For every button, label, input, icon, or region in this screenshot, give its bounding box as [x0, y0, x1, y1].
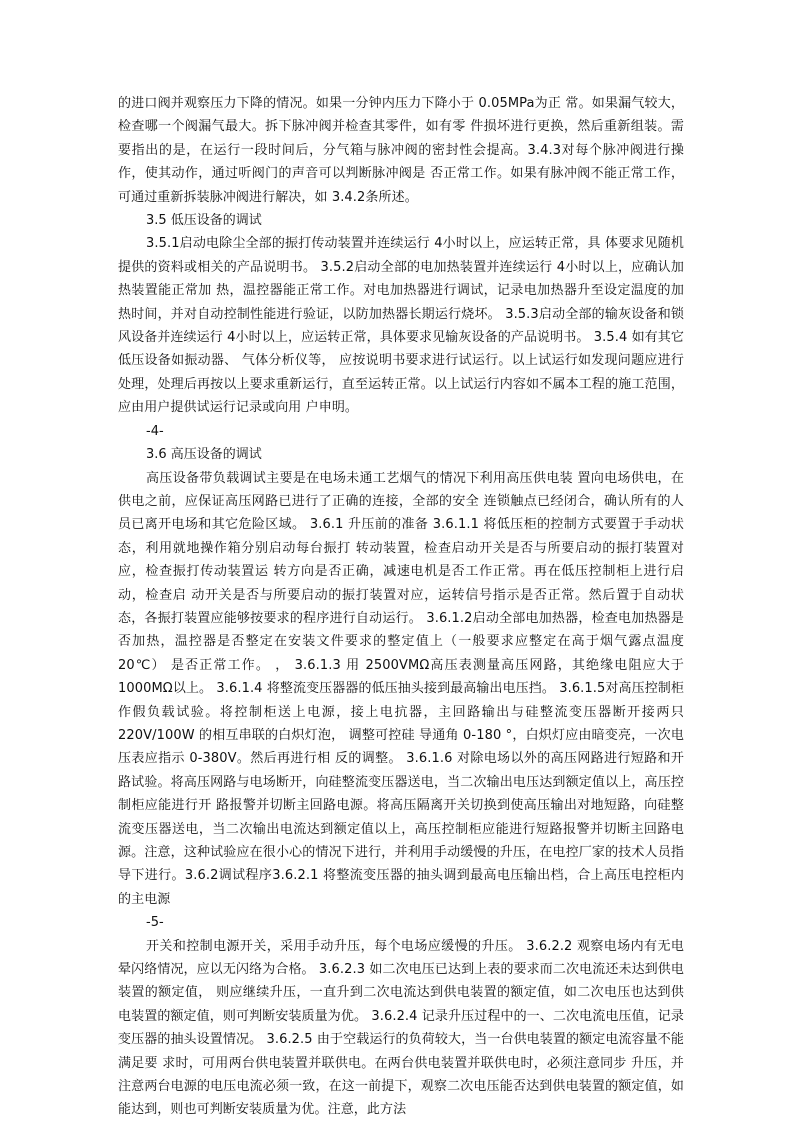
page-number-5: -5-	[146, 915, 164, 931]
paragraph-pulse-valve-check: 的进口阀并观察压力下降的情况。如果一分钟内压力下降小于 0.05MPa为正 常。如果漏气较大，检查哪一个阀漏气最大。拆下脉冲阀并检查其零件，如有零 件损坏进行更换，然后重新组装。需要指出的是，在运行一段时间后，分气箱与脉冲阀的密封性会提高。3.4.3对每个脉冲阀进行操作，使其动作，通过听阀门的声音可以判断脉冲阀是 否正常工作。如果有脉冲阀不能正常工作，可通过重新拆装脉冲阀进行解决，如 3.4.2条所述。	[118, 96, 684, 205]
paragraph-low-voltage-tests: 3.5.1启动电除尘全部的振打传动装置并连续运行 4小时以上，应运转正常，具 体要求见随机提供的资料或相关的产品说明书。 3.5.2启动全部的电加热装置并连续运行 4小时以上，应确认加热装置能正常加 热，温控器能正常工作。对电加热器进行调试，记录电加热器升至设定温度的加 热时间，并对自动控制性能进行验证，以防加热器长期运行烧坏。 3.5.3启动全部的输灰设备和锁风设备并连续运行 4小时以上，应运转正常，具体要求见输灰设备的产品说明书。 3.5.4 如有其它低压设备如振动器、 气体分析仪等， 应按说明书要求进行试运行。以上试运行如发现问题应进行处理，处理后再按以上要求重新运行，直至运转正常。以上试运行内容如不属本工程的施工范围， 应由用户提供试运行记录或向用 户申明。	[118, 236, 684, 416]
paragraph-voltage-ramp-up: 开关和控制电源开关，采用手动升压，每个电场应缓慢的升压。 3.6.2.2 观察电场内有无电晕闪络情况，应以无闪络为合格。 3.6.2.3 如二次电压已达到上表的要求而二次电流还未达到供电装置的额定值， 则应继续升压，一直升到二次电流达到供电装置的额定值，如二次电压也达到供 电装置的额定值，则可判断安装质量为优。 3.6.2.4 记录升压过程中的一、二次电流电压值，记录变压器的抽头设置情况。 3.6.2.5 由于空载运行的负荷较大，当一台供电装置的额定电流容量不能满足要 求时，可用两台供电装置并联供电。在两台供电装置并联供电时，必须注意同步 升压，并注意两台电源的电压电流必须一致，在这一前提下，观察二次电压能否达到供电装置的额定值，如能达到，则也可判断安装质量为优。注意，此方法	[118, 938, 684, 1118]
section-heading-3-5: 3.5 低压设备的调试	[146, 213, 262, 229]
paragraph-high-voltage-tests: 高压设备带负载调试主要是在电场未通工艺烟气的情况下利用高压供电装 置向电场供电，在供电之前，应保证高压网路已进行了正确的连接，全部的安全 连锁触点已经闭合，确认所有的人员已离开电场和其它危险区域。 3.6.1 升压前的准备 3.6.1.1 将低压柜的控制方式要置于手动状态，利用就地操作箱分别启动每台振打 转动装置，检查启动开关是否与所要启动的振打装置对应，检查振打传动装置运 转方向是否正确，减速电机是否工作正常。再在低压控制柜上进行启动，检查启 动开关是否与所要启动的振打装置对应，运转信号指示是否正常。然后置于自动状态，各振打装置应能够按要求的程序进行自动运行。 3.6.1.2启动全部电加热器，检查电加热器是否加热，温控器是否整定在安装文件要求的整定值上（一般要求应整定在高于烟气露点温度 20℃） 是否正常工作。 ， 3.6.1.3 用 2500VMΩ高压表测量高压网路，其绝缘电阻应大于 1000MΩ以上。 3.6.1.4 将整流变压器器的低压抽头接到最高输出电压挡。 3.6.1.5对高压控制柜作假负载试验。将控制柜送上电源，接上电抗器，主回路输出与硅整流变压器断开接两只 220V/100W 的相互串联的白炽灯泡， 调整可控硅 导通角 0-180 °，白炽灯应由暗变亮，一次电压表应指示 0-380V。然后再进行相 反的调整。 3.6.1.6 对除电场以外的高压网路进行短路和开路试验。将高压网路与电场断开，向硅整流变压器送电，当二次输出电压达到额定值以上，高压控制柜应能进行开 路报警并切断主回路电源。将高压隔离开关切换到使高压输出对地短路，向硅整 流变压器送电，当二次输出电流达到额定值以上，高压控制柜应能进行短路报警并切断主回路电源。注意，这种试验应在很小心的情况下进行，并利用手动缓慢的升压，在电控厂家的技术人员指导下进行。3.6.2调试程序3.6.2.1 将整流变压器的抽头调到最高电压输出档，合上高压电控柜内的主电源	[118, 470, 684, 907]
page-number-4: -4-	[146, 423, 164, 439]
section-heading-3-6: 3.6 高压设备的调试	[146, 447, 262, 463]
document-page	[118, 92, 684, 1122]
